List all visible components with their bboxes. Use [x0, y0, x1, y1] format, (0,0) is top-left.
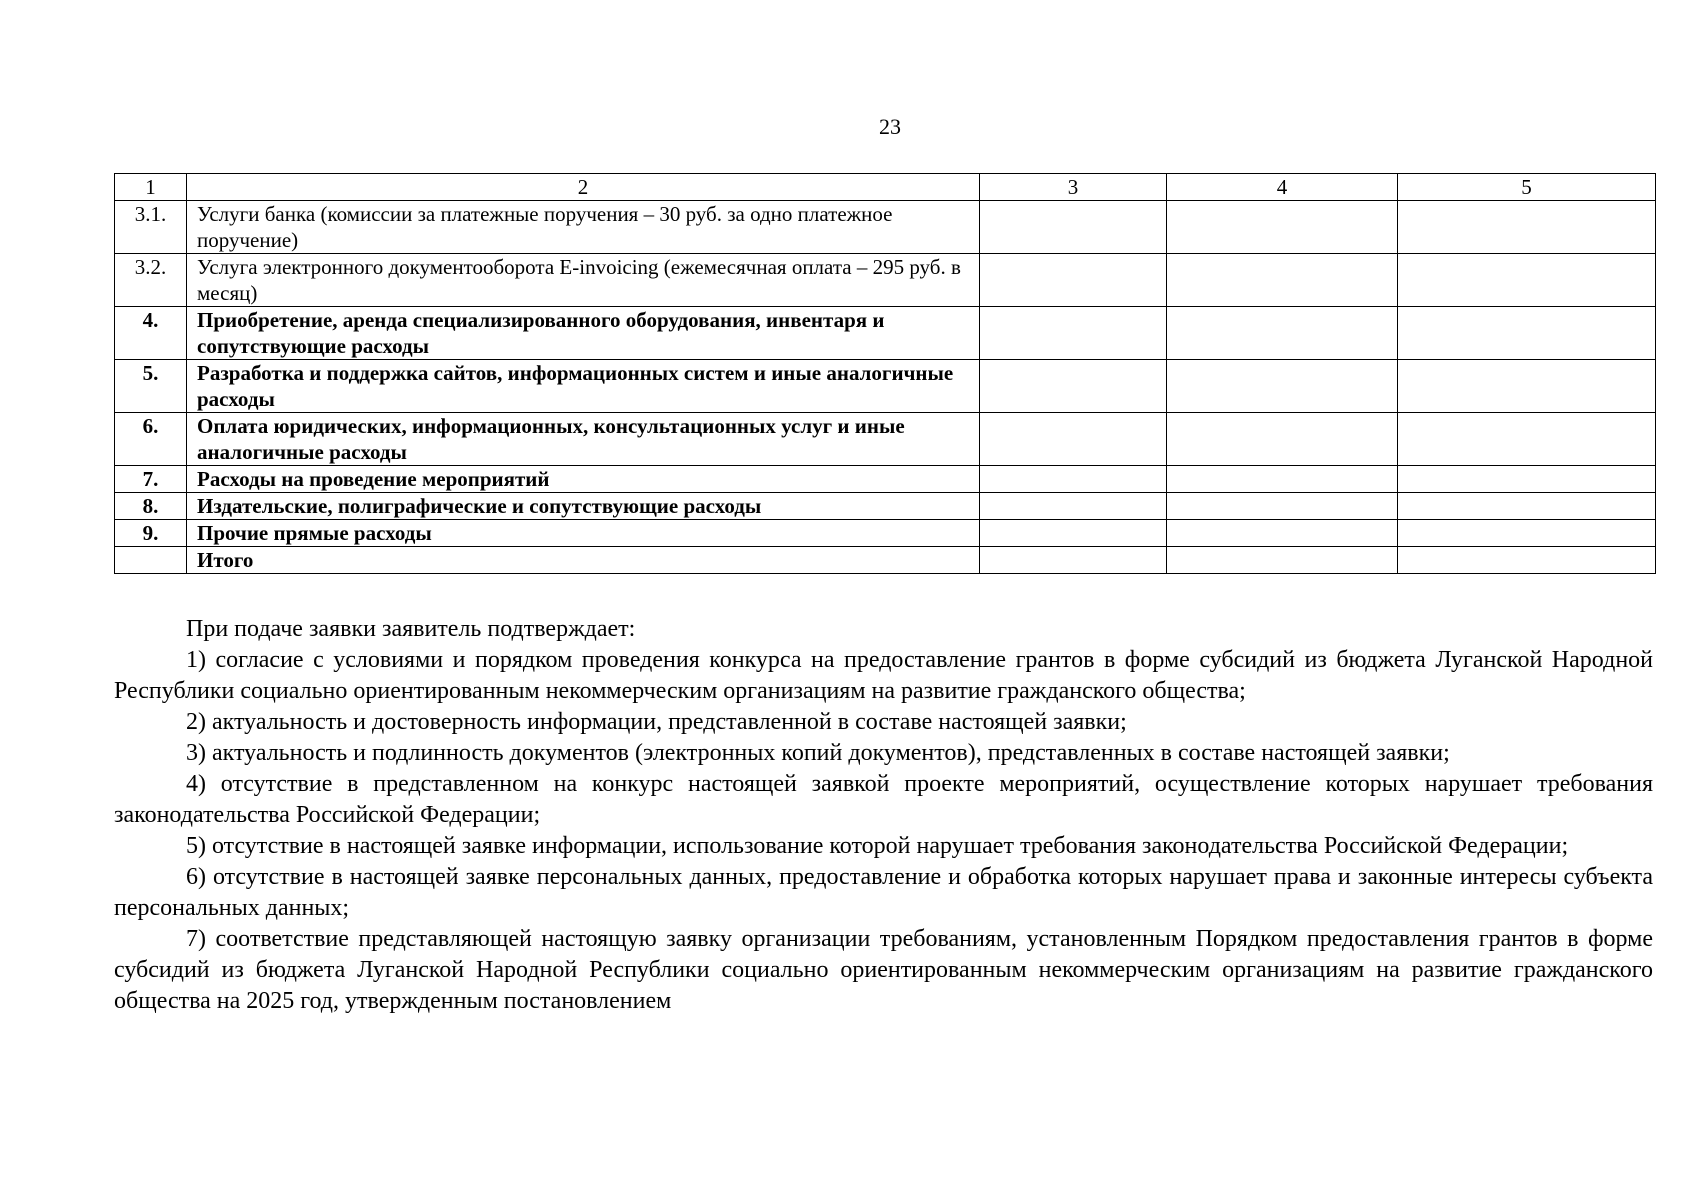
row-value-col5	[1398, 466, 1656, 493]
row-number: 7.	[115, 466, 187, 493]
row-value-col3	[980, 360, 1167, 413]
row-value-col3	[980, 201, 1167, 254]
row-value-col5	[1398, 201, 1656, 254]
row-description: Приобретение, аренда специализированного оборудования, инвентаря и сопутствующие расходы	[187, 307, 980, 360]
row-number: 9.	[115, 520, 187, 547]
row-description: Оплата юридических, информационных, консультационных услуг и иные аналогичные расходы	[187, 413, 980, 466]
page-number: 23	[879, 114, 901, 139]
row-value-col5	[1398, 307, 1656, 360]
table-row	[115, 466, 1656, 493]
column-header: 4	[1167, 174, 1398, 201]
row-value-col4	[1167, 520, 1398, 547]
confirmation-item: 2) актуальность и достоверность информации, представленной в составе настоящей заявки;	[186, 709, 1127, 735]
table-row	[115, 493, 1656, 520]
column-header: 3	[980, 174, 1167, 201]
row-number: 5.	[115, 360, 187, 413]
confirmation-item: 7) соответствие представляющей настоящую заявку организации требованиям, установленным Порядком предоставления грантов в форме субсидий из бюджета Луганской Народной Республики социально ориентированным некоммерческим организациям на развитие гражданского общества на 2025 год, утвержденным постановлением	[114, 926, 1653, 1014]
confirmation-item: 6) отсутствие в настоящей заявке персональных данных, предоставление и обработка которых нарушает права и законные интересы субъекта персональных данных;	[114, 864, 1653, 921]
row-value-col5	[1398, 360, 1656, 413]
row-description: Услуги банка (комиссии за платежные поручения – 30 руб. за одно платежное поручение)	[187, 201, 980, 254]
table-row	[115, 201, 1656, 254]
row-value-col4	[1167, 307, 1398, 360]
row-value-col5	[1398, 520, 1656, 547]
row-value-col5	[1398, 493, 1656, 520]
row-number	[115, 547, 187, 574]
column-header: 2	[187, 174, 980, 201]
row-value-col3	[980, 307, 1167, 360]
confirmation-item: 1) согласие с условиями и порядком проведения конкурса на предоставление грантов в форме субсидий из бюджета Луганской Народной Республики социально ориентированным некоммерческим организациям на развитие гражданского общества;	[114, 647, 1653, 704]
table-row	[115, 413, 1656, 466]
row-value-col4	[1167, 360, 1398, 413]
confirmation-item: 5) отсутствие в настоящей заявке информации, использование которой нарушает требования законодательства Российской Федерации;	[186, 833, 1569, 859]
row-description: Разработка и поддержка сайтов, информационных систем и иные аналогичные расходы	[187, 360, 980, 413]
row-value-col4	[1167, 201, 1398, 254]
confirmation-item: 4) отсутствие в представленном на конкурс настоящей заявкой проекте мероприятий, осуществление которых нарушает требования законодательства Российской Федерации;	[114, 771, 1653, 828]
column-header: 5	[1398, 174, 1656, 201]
row-value-col3	[980, 493, 1167, 520]
confirmation-section	[114, 614, 1653, 1017]
row-description: Издательские, полиграфические и сопутствующие расходы	[187, 493, 980, 520]
row-value-col4	[1167, 254, 1398, 307]
confirmation-intro: При подаче заявки заявитель подтверждает:	[186, 616, 636, 642]
row-number: 3.2.	[115, 254, 187, 307]
row-description: Услуга электронного документооборота E-invoicing (ежемесячная оплата – 295 руб. в месяц)	[187, 254, 980, 307]
row-value-col5	[1398, 547, 1656, 574]
row-value-col5	[1398, 413, 1656, 466]
table-row	[115, 360, 1656, 413]
column-header: 1	[115, 174, 187, 201]
row-value-col4	[1167, 413, 1398, 466]
table-row	[115, 547, 1656, 574]
row-value-col3	[980, 547, 1167, 574]
row-number: 6.	[115, 413, 187, 466]
table-row	[115, 520, 1656, 547]
table-header-row	[115, 174, 1656, 201]
budget-table	[114, 173, 1656, 574]
row-description: Итого	[187, 547, 980, 574]
row-number: 3.1.	[115, 201, 187, 254]
confirmation-list	[114, 645, 1653, 1017]
row-value-col4	[1167, 493, 1398, 520]
row-number: 8.	[115, 493, 187, 520]
table-row	[115, 307, 1656, 360]
row-number: 4.	[115, 307, 187, 360]
table-row	[115, 254, 1656, 307]
row-value-col4	[1167, 547, 1398, 574]
row-value-col5	[1398, 254, 1656, 307]
row-description: Прочие прямые расходы	[187, 520, 980, 547]
row-value-col3	[980, 520, 1167, 547]
row-value-col3	[980, 254, 1167, 307]
row-value-col3	[980, 466, 1167, 493]
row-value-col4	[1167, 466, 1398, 493]
row-value-col3	[980, 413, 1167, 466]
row-description: Расходы на проведение мероприятий	[187, 466, 980, 493]
confirmation-item: 3) актуальность и подлинность документов (электронных копий документов), представленных в составе настоящей заявки;	[186, 740, 1450, 766]
